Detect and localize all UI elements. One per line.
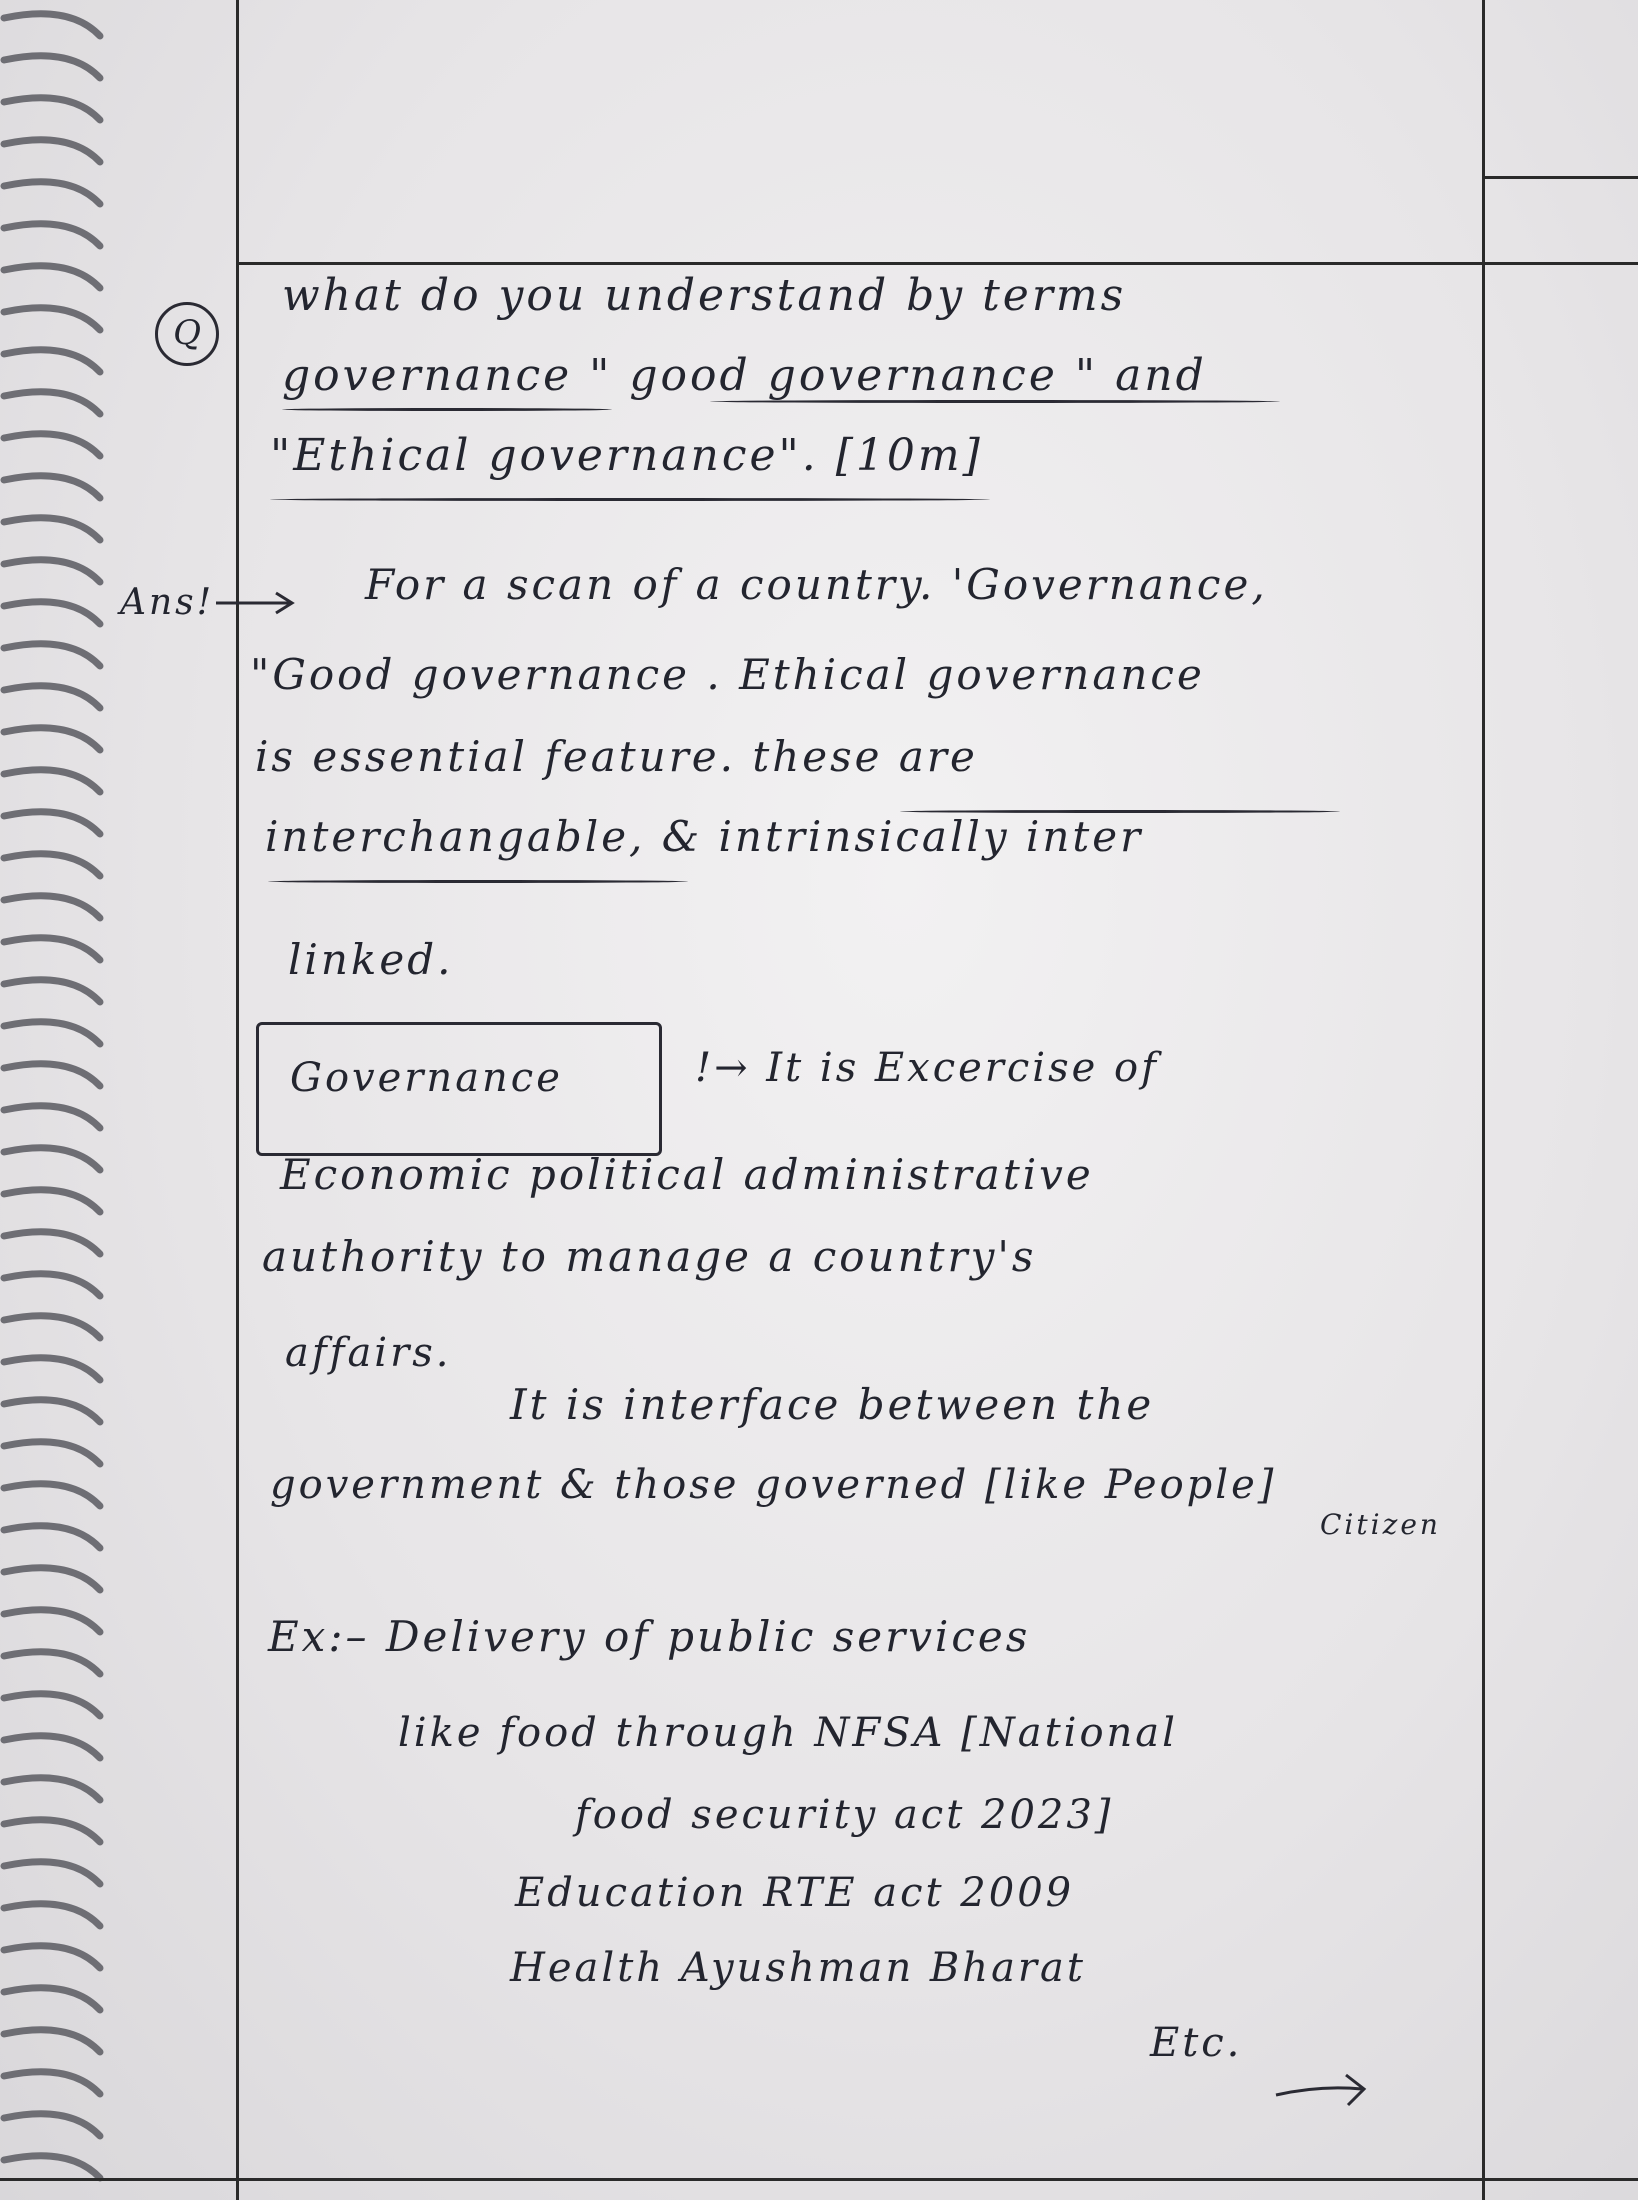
spiral-coil <box>4 224 100 246</box>
question-line-2: governance " good governance " and <box>282 350 1207 401</box>
answer-intro-line-3: is essential feature. these are <box>255 732 978 781</box>
answer-label: Ans! <box>120 582 215 623</box>
spiral-coil <box>4 182 100 204</box>
spiral-coil <box>4 1232 100 1254</box>
spiral-coil <box>4 1064 100 1086</box>
spiral-coil <box>4 1778 100 1800</box>
spiral-coil <box>4 1610 100 1632</box>
spiral-coil <box>4 1106 100 1128</box>
question-line-1: what do you understand by terms <box>282 270 1127 321</box>
spiral-coil <box>4 980 100 1002</box>
page-border-left <box>236 0 239 2200</box>
spiral-binding <box>0 0 120 2200</box>
question-line-3: "Ethical governance". [10m] <box>270 430 983 481</box>
spiral-coil <box>4 770 100 792</box>
spiral-coil <box>4 560 100 582</box>
spiral-coil <box>4 350 100 372</box>
spiral-coil <box>4 1400 100 1422</box>
spiral-coil <box>4 2072 100 2094</box>
definition-line-5: It is interface between the <box>510 1380 1155 1429</box>
spiral-coil <box>4 1820 100 1842</box>
answer-intro-line-4: interchangable, & intrinsically inter <box>265 812 1144 861</box>
spiral-coil <box>4 56 100 78</box>
spiral-coil <box>4 1736 100 1758</box>
spiral-coil <box>4 1316 100 1338</box>
spiral-coil <box>4 602 100 624</box>
spiral-coil <box>4 854 100 876</box>
answer-intro-line-2: "Good governance . Ethical governance <box>250 650 1205 699</box>
spiral-coil <box>4 1568 100 1590</box>
definition-line-2: Economic political administrative <box>280 1150 1094 1199</box>
definition-line-3: authority to manage a country's <box>262 1232 1037 1281</box>
spiral-coil <box>4 308 100 330</box>
definition-line-6: government & those governed [like People] <box>270 1462 1277 1508</box>
spiral-coil <box>4 518 100 540</box>
underline-governance <box>282 408 612 411</box>
page-border-bottom <box>0 2178 1638 2181</box>
spiral-coil <box>4 644 100 666</box>
example-line-2: like food through NFSA [National <box>398 1710 1178 1756</box>
spiral-coil <box>4 1358 100 1380</box>
spiral-coil <box>4 392 100 414</box>
answer-arrow-icon <box>212 588 302 618</box>
page-border-top <box>236 262 1638 265</box>
example-line-5: Health Ayushman Bharat <box>510 1945 1086 1991</box>
example-line-4: Education RTE act 2009 <box>515 1870 1075 1916</box>
spiral-coil <box>4 2030 100 2052</box>
spiral-coil <box>4 476 100 498</box>
spiral-coil <box>4 896 100 918</box>
spiral-coil <box>4 938 100 960</box>
spiral-coil <box>4 2156 100 2178</box>
spiral-coil <box>4 14 100 36</box>
definition-line-4: affairs. <box>285 1330 452 1376</box>
spiral-coil <box>4 728 100 750</box>
spiral-coil <box>4 1148 100 1170</box>
definition-line-1: !→ It is Excercise of <box>695 1045 1159 1091</box>
spiral-coil <box>4 2114 100 2136</box>
spiral-coil <box>4 1442 100 1464</box>
definition-line-7: Citizen <box>1320 1508 1441 1541</box>
spiral-coil <box>4 1190 100 1212</box>
page-border-right <box>1482 0 1485 2200</box>
spiral-coil <box>4 1526 100 1548</box>
spiral-coil <box>4 140 100 162</box>
spiral-coil <box>4 434 100 456</box>
underline-intrinsically <box>900 810 1340 813</box>
spiral-coil <box>4 98 100 120</box>
spiral-coil <box>4 1946 100 1968</box>
spiral-coil <box>4 812 100 834</box>
spiral-coil <box>4 1274 100 1296</box>
top-right-rule <box>1482 176 1638 179</box>
spiral-coil <box>4 686 100 708</box>
underline-good-governance <box>710 400 1280 403</box>
question-number-badge: Q <box>155 302 219 366</box>
example-line-3: food security act 2023] <box>575 1792 1114 1838</box>
example-line-6: Etc. <box>1150 2020 1243 2066</box>
example-line-1: Ex:– Delivery of public services <box>268 1612 1031 1661</box>
spiral-coil <box>4 1862 100 1884</box>
spiral-coil <box>4 1904 100 1926</box>
spiral-coil <box>4 1484 100 1506</box>
spiral-coil <box>4 1652 100 1674</box>
governance-term: Governance <box>290 1055 563 1101</box>
underline-interchangable <box>268 880 688 883</box>
continue-arrow-icon <box>1270 2065 1380 2115</box>
answer-intro-line-5: linked. <box>288 935 454 984</box>
spiral-coil <box>4 1988 100 2010</box>
underline-ethical-governance <box>270 498 990 501</box>
answer-intro-line-1: For a scan of a country. 'Governance, <box>365 560 1268 609</box>
spiral-coil <box>4 1694 100 1716</box>
spiral-coil <box>4 1022 100 1044</box>
spiral-coil <box>4 266 100 288</box>
